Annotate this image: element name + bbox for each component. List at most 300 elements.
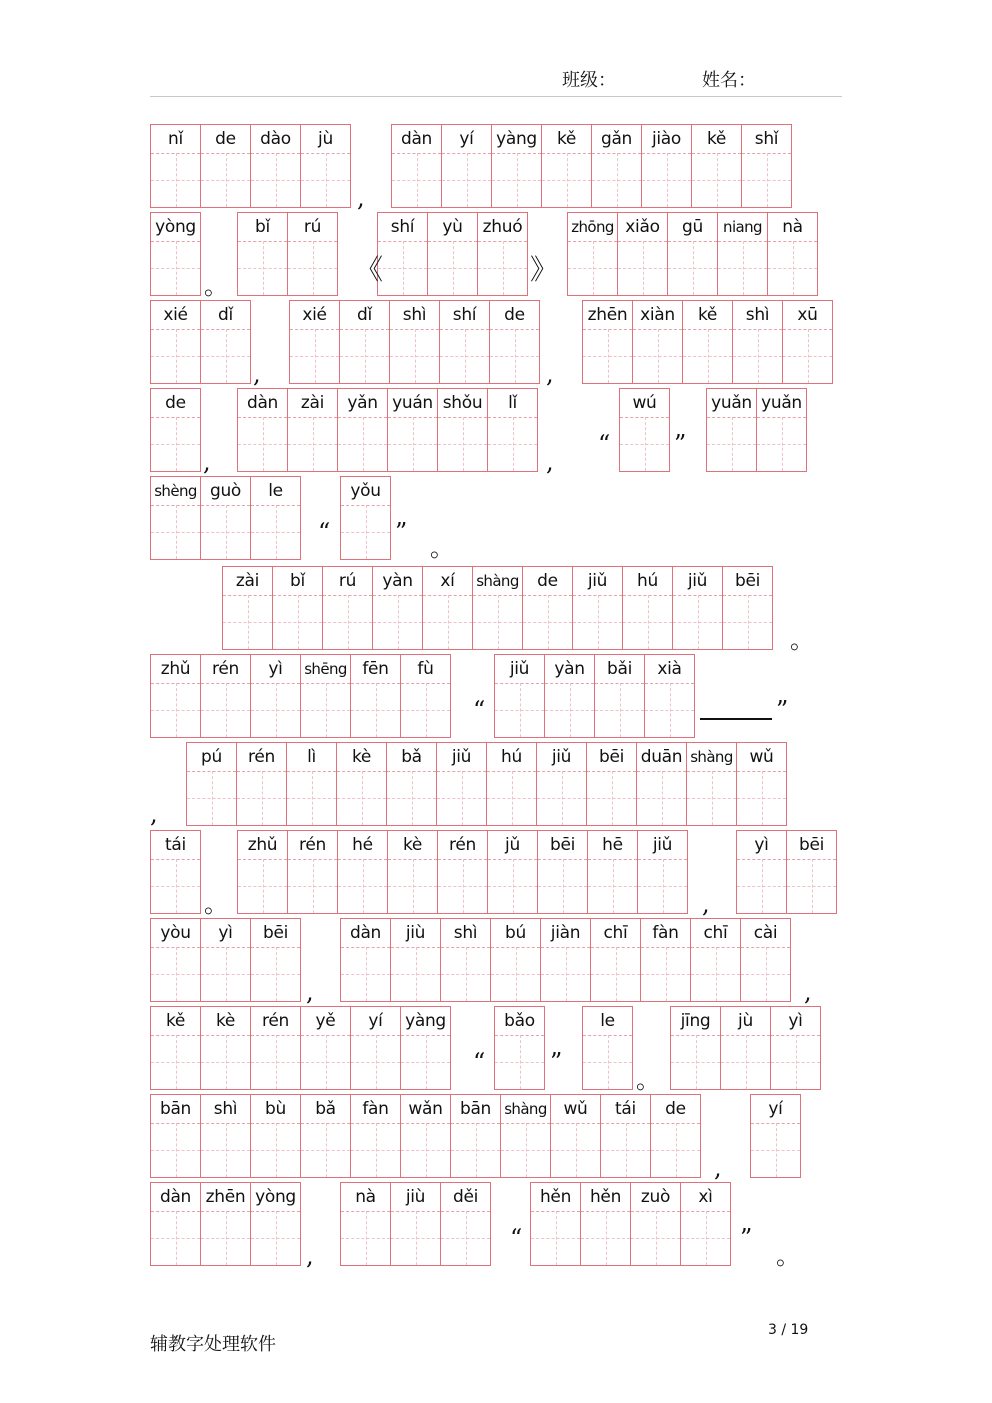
hanzi-writing-area[interactable]	[473, 595, 522, 649]
character-box[interactable]	[390, 1182, 441, 1266]
hanzi-writing-area[interactable]	[337, 771, 386, 825]
hanzi-writing-area[interactable]	[595, 683, 644, 737]
character-box[interactable]	[632, 300, 683, 384]
character-box[interactable]	[200, 300, 251, 384]
character-box[interactable]	[439, 300, 490, 384]
character-box[interactable]	[450, 1094, 501, 1178]
hanzi-writing-area[interactable]	[251, 1035, 300, 1089]
hanzi-writing-area[interactable]	[581, 1211, 630, 1265]
hanzi-writing-area[interactable]	[742, 153, 791, 207]
hanzi-writing-area[interactable]	[687, 771, 736, 825]
hanzi-writing-area[interactable]	[387, 771, 436, 825]
character-box[interactable]	[250, 476, 301, 560]
character-box[interactable]	[287, 830, 338, 914]
character-box[interactable]	[150, 212, 201, 296]
hanzi-writing-area[interactable]	[568, 241, 617, 295]
hanzi-writing-area[interactable]	[201, 505, 250, 559]
character-box[interactable]	[222, 566, 273, 650]
character-box[interactable]	[186, 742, 237, 826]
character-box[interactable]	[337, 388, 388, 472]
character-box[interactable]	[237, 388, 288, 472]
hanzi-writing-area[interactable]	[201, 947, 250, 1001]
hanzi-writing-area[interactable]	[783, 329, 832, 383]
character-box[interactable]	[530, 1182, 581, 1266]
character-box[interactable]	[150, 1182, 201, 1266]
character-box[interactable]	[322, 566, 373, 650]
character-box[interactable]	[272, 566, 323, 650]
character-box[interactable]	[200, 124, 251, 208]
character-box[interactable]	[400, 1006, 451, 1090]
character-box[interactable]	[786, 830, 837, 914]
punctuation-mark: ”	[740, 1224, 753, 1252]
hanzi-writing-area[interactable]	[351, 1123, 400, 1177]
character-box[interactable]	[200, 1094, 251, 1178]
hanzi-writing-area[interactable]	[707, 417, 756, 471]
character-box[interactable]	[237, 212, 288, 296]
hanzi-writing-area[interactable]	[488, 417, 537, 471]
hanzi-writing-area[interactable]	[787, 859, 836, 913]
hanzi-writing-area[interactable]	[251, 1123, 300, 1177]
hanzi-writing-area[interactable]	[401, 683, 450, 737]
hanzi-writing-area[interactable]	[151, 241, 200, 295]
hanzi-writing-area[interactable]	[737, 859, 786, 913]
hanzi-writing-area[interactable]	[692, 153, 741, 207]
hanzi-writing-area[interactable]	[251, 947, 300, 1001]
character-box[interactable]	[437, 830, 488, 914]
hanzi-writing-area[interactable]	[441, 947, 490, 1001]
character-box[interactable]	[336, 742, 387, 826]
hanzi-writing-area[interactable]	[251, 505, 300, 559]
character-box[interactable]	[286, 742, 337, 826]
character-box[interactable]	[250, 1094, 301, 1178]
hanzi-writing-area[interactable]	[620, 417, 669, 471]
character-box[interactable]	[544, 654, 595, 738]
hanzi-writing-area[interactable]	[488, 859, 537, 913]
character-box[interactable]	[741, 124, 792, 208]
punctuation-mark: “	[598, 430, 611, 458]
pinyin-label: wǔ	[737, 743, 786, 772]
hanzi-writing-area[interactable]	[391, 1211, 440, 1265]
character-box[interactable]	[490, 918, 541, 1002]
character-box[interactable]	[200, 1182, 251, 1266]
character-box[interactable]	[422, 566, 473, 650]
hanzi-writing-area[interactable]	[487, 771, 536, 825]
character-box[interactable]	[582, 1006, 633, 1090]
character-box[interactable]	[500, 1094, 551, 1178]
character-box[interactable]	[536, 742, 587, 826]
character-box[interactable]	[641, 124, 692, 208]
character-box[interactable]	[636, 742, 687, 826]
character-box[interactable]	[740, 918, 791, 1002]
character-box[interactable]	[637, 830, 688, 914]
pinyin-label: jù	[721, 1007, 770, 1036]
hanzi-writing-area[interactable]	[583, 329, 632, 383]
hanzi-writing-area[interactable]	[587, 771, 636, 825]
hanzi-writing-area[interactable]	[591, 947, 640, 1001]
hanzi-writing-area[interactable]	[301, 683, 350, 737]
character-box[interactable]	[644, 654, 695, 738]
hanzi-writing-area[interactable]	[378, 241, 427, 295]
hanzi-writing-area[interactable]	[251, 683, 300, 737]
character-box[interactable]	[300, 124, 351, 208]
hanzi-writing-area[interactable]	[338, 859, 387, 913]
character-box[interactable]	[720, 1006, 771, 1090]
hanzi-writing-area[interactable]	[341, 947, 390, 1001]
hanzi-writing-area[interactable]	[151, 417, 200, 471]
character-box[interactable]	[594, 654, 645, 738]
character-box[interactable]	[477, 212, 528, 296]
hanzi-writing-area[interactable]	[545, 683, 594, 737]
hanzi-writing-area[interactable]	[351, 683, 400, 737]
character-box[interactable]	[540, 918, 591, 1002]
character-box[interactable]	[491, 124, 542, 208]
hanzi-writing-area[interactable]	[423, 595, 472, 649]
hanzi-writing-area[interactable]	[151, 1211, 200, 1265]
hanzi-writing-area[interactable]	[588, 859, 637, 913]
pinyin-label: kě	[151, 1007, 200, 1036]
hanzi-writing-area[interactable]	[391, 947, 440, 1001]
hanzi-writing-area[interactable]	[601, 1123, 650, 1177]
character-box[interactable]	[706, 388, 757, 472]
character-box[interactable]	[440, 918, 491, 1002]
hanzi-writing-area[interactable]	[541, 947, 590, 1001]
character-box[interactable]	[550, 1094, 601, 1178]
character-box[interactable]	[537, 830, 588, 914]
hanzi-writing-area[interactable]	[151, 1035, 200, 1089]
hanzi-writing-area[interactable]	[392, 153, 441, 207]
character-box[interactable]	[667, 212, 718, 296]
hanzi-writing-area[interactable]	[495, 683, 544, 737]
character-box[interactable]	[350, 1006, 401, 1090]
hanzi-writing-area[interactable]	[638, 859, 687, 913]
hanzi-writing-area[interactable]	[201, 1123, 250, 1177]
character-box[interactable]	[487, 830, 538, 914]
hanzi-writing-area[interactable]	[671, 1035, 720, 1089]
hanzi-writing-area[interactable]	[583, 1035, 632, 1089]
character-box[interactable]	[250, 918, 301, 1002]
hanzi-writing-area[interactable]	[642, 153, 691, 207]
hanzi-writing-area[interactable]	[771, 1035, 820, 1089]
character-box[interactable]	[300, 1094, 351, 1178]
hanzi-writing-area[interactable]	[718, 241, 767, 295]
character-box[interactable]	[200, 1006, 251, 1090]
hanzi-writing-area[interactable]	[618, 241, 667, 295]
character-box[interactable]	[541, 124, 592, 208]
answer-blank-line[interactable]	[700, 718, 772, 720]
hanzi-writing-area[interactable]	[440, 329, 489, 383]
hanzi-writing-area[interactable]	[288, 417, 337, 471]
hanzi-writing-area[interactable]	[151, 947, 200, 1001]
character-box[interactable]	[472, 566, 523, 650]
hanzi-writing-area[interactable]	[668, 241, 717, 295]
footer-software-name: 辅教字处理软件	[150, 1334, 276, 1355]
hanzi-writing-area[interactable]	[340, 329, 389, 383]
hanzi-writing-area[interactable]	[490, 329, 539, 383]
hanzi-writing-area[interactable]	[623, 595, 672, 649]
hanzi-writing-area[interactable]	[751, 1123, 800, 1177]
hanzi-writing-area[interactable]	[495, 1035, 544, 1089]
hanzi-writing-area[interactable]	[223, 595, 272, 649]
hanzi-writing-area[interactable]	[351, 1035, 400, 1089]
character-box[interactable]	[767, 212, 818, 296]
punctuation-mark: 。	[636, 1066, 660, 1094]
character-box[interactable]	[237, 830, 288, 914]
character-box[interactable]	[390, 918, 441, 1002]
character-box[interactable]	[340, 476, 391, 560]
hanzi-writing-area[interactable]	[551, 1123, 600, 1177]
pinyin-label: jiǔ	[537, 743, 586, 772]
hanzi-writing-area[interactable]	[201, 1211, 250, 1265]
character-box[interactable]	[387, 830, 438, 914]
hanzi-writing-area[interactable]	[641, 947, 690, 1001]
pinyin-label: yàn	[545, 655, 594, 684]
hanzi-writing-area[interactable]	[201, 683, 250, 737]
character-box[interactable]	[289, 300, 340, 384]
character-box[interactable]	[350, 1094, 401, 1178]
character-box[interactable]	[782, 300, 833, 384]
character-box[interactable]	[489, 300, 540, 384]
hanzi-writing-area[interactable]	[737, 771, 786, 825]
character-box[interactable]	[617, 212, 668, 296]
pinyin-label: shì	[201, 1095, 250, 1124]
character-box[interactable]	[750, 1094, 801, 1178]
character-box[interactable]	[250, 654, 301, 738]
character-box[interactable]	[591, 124, 642, 208]
hanzi-writing-area[interactable]	[673, 595, 722, 649]
punctuation-mark: 。	[790, 626, 814, 654]
hanzi-writing-area[interactable]	[251, 1211, 300, 1265]
hanzi-writing-area[interactable]	[438, 859, 487, 913]
character-box[interactable]	[150, 1006, 201, 1090]
character-box[interactable]	[682, 300, 733, 384]
hanzi-writing-area[interactable]	[288, 859, 337, 913]
hanzi-writing-area[interactable]	[542, 153, 591, 207]
hanzi-writing-area[interactable]	[757, 417, 806, 471]
character-box[interactable]	[150, 300, 201, 384]
hanzi-writing-area[interactable]	[683, 329, 732, 383]
character-box[interactable]	[339, 300, 390, 384]
character-box[interactable]	[386, 742, 437, 826]
character-box[interactable]	[389, 300, 440, 384]
hanzi-writing-area[interactable]	[201, 153, 250, 207]
hanzi-writing-area[interactable]	[491, 947, 540, 1001]
character-box[interactable]	[440, 1182, 491, 1266]
hanzi-writing-area[interactable]	[373, 595, 422, 649]
hanzi-writing-area[interactable]	[438, 417, 487, 471]
hanzi-writing-area[interactable]	[631, 1211, 680, 1265]
character-box[interactable]	[287, 212, 338, 296]
character-box[interactable]	[770, 1006, 821, 1090]
character-box[interactable]	[200, 918, 251, 1002]
hanzi-writing-area[interactable]	[651, 1123, 700, 1177]
hanzi-writing-area[interactable]	[768, 241, 817, 295]
hanzi-writing-area[interactable]	[451, 1123, 500, 1177]
character-box[interactable]	[640, 918, 691, 1002]
character-box[interactable]	[250, 1006, 301, 1090]
character-box[interactable]	[487, 388, 538, 472]
character-box[interactable]	[150, 654, 201, 738]
hanzi-writing-area[interactable]	[401, 1123, 450, 1177]
character-box[interactable]	[150, 388, 201, 472]
character-box[interactable]	[300, 1006, 351, 1090]
character-box[interactable]	[686, 742, 737, 826]
character-box[interactable]	[680, 1182, 731, 1266]
hanzi-writing-area[interactable]	[492, 153, 541, 207]
hanzi-writing-area[interactable]	[201, 329, 250, 383]
hanzi-writing-area[interactable]	[637, 771, 686, 825]
character-box[interactable]	[580, 1182, 631, 1266]
pinyin-label: bú	[491, 919, 540, 948]
character-box[interactable]	[377, 212, 428, 296]
character-box[interactable]	[600, 1094, 651, 1178]
character-box[interactable]	[582, 300, 633, 384]
hanzi-writing-area[interactable]	[681, 1211, 730, 1265]
character-box[interactable]	[340, 918, 391, 1002]
hanzi-writing-area[interactable]	[741, 947, 790, 1001]
hanzi-writing-area[interactable]	[301, 1123, 350, 1177]
pinyin-label: zài	[288, 389, 337, 418]
character-box[interactable]	[736, 830, 787, 914]
pinyin-label: kě	[692, 125, 741, 154]
character-box[interactable]	[372, 566, 423, 650]
hanzi-writing-area[interactable]	[341, 505, 390, 559]
character-box[interactable]	[287, 388, 338, 472]
hanzi-writing-area[interactable]	[633, 329, 682, 383]
character-box[interactable]	[736, 742, 787, 826]
hanzi-writing-area[interactable]	[428, 241, 477, 295]
hanzi-writing-area[interactable]	[573, 595, 622, 649]
hanzi-writing-area[interactable]	[478, 241, 527, 295]
character-box[interactable]	[236, 742, 287, 826]
hanzi-writing-area[interactable]	[592, 153, 641, 207]
character-box[interactable]	[387, 388, 438, 472]
hanzi-writing-area[interactable]	[437, 771, 486, 825]
hanzi-writing-area[interactable]	[288, 241, 337, 295]
hanzi-writing-area[interactable]	[401, 1035, 450, 1089]
character-box[interactable]	[619, 388, 670, 472]
character-box[interactable]	[150, 830, 201, 914]
hanzi-writing-area[interactable]	[290, 329, 339, 383]
hanzi-writing-area[interactable]	[537, 771, 586, 825]
hanzi-writing-area[interactable]	[151, 153, 200, 207]
hanzi-writing-area[interactable]	[323, 595, 372, 649]
hanzi-writing-area[interactable]	[538, 859, 587, 913]
hanzi-writing-area[interactable]	[388, 417, 437, 471]
character-box[interactable]	[756, 388, 807, 472]
character-box[interactable]	[587, 830, 638, 914]
hanzi-writing-area[interactable]	[151, 505, 200, 559]
character-box[interactable]	[717, 212, 768, 296]
hanzi-writing-area[interactable]	[645, 683, 694, 737]
character-box[interactable]	[567, 212, 618, 296]
character-box[interactable]	[400, 1094, 451, 1178]
hanzi-writing-area[interactable]	[501, 1123, 550, 1177]
hanzi-writing-area[interactable]	[691, 947, 740, 1001]
character-box[interactable]	[650, 1094, 701, 1178]
character-box[interactable]	[391, 124, 442, 208]
hanzi-writing-area[interactable]	[151, 329, 200, 383]
character-box[interactable]	[436, 742, 487, 826]
hanzi-writing-area[interactable]	[238, 859, 287, 913]
character-box[interactable]	[437, 388, 488, 472]
hanzi-writing-area[interactable]	[238, 417, 287, 471]
hanzi-writing-area[interactable]	[442, 153, 491, 207]
character-box[interactable]	[337, 830, 388, 914]
punctuation-mark: ”	[674, 430, 687, 458]
hanzi-writing-area[interactable]	[341, 1211, 390, 1265]
character-box[interactable]	[340, 1182, 391, 1266]
character-box[interactable]	[150, 476, 201, 560]
character-box[interactable]	[300, 654, 351, 738]
character-box[interactable]	[150, 1094, 201, 1178]
character-box[interactable]	[630, 1182, 681, 1266]
hanzi-writing-area[interactable]	[251, 153, 300, 207]
character-box[interactable]	[690, 918, 741, 1002]
hanzi-writing-area[interactable]	[301, 1035, 350, 1089]
character-box[interactable]	[150, 918, 201, 1002]
hanzi-writing-area[interactable]	[523, 595, 572, 649]
hanzi-writing-area[interactable]	[301, 153, 350, 207]
pinyin-label: jǔ	[488, 831, 537, 860]
character-box[interactable]	[250, 124, 301, 208]
character-box[interactable]	[486, 742, 537, 826]
pinyin-label: xié	[290, 301, 339, 330]
character-box[interactable]	[441, 124, 492, 208]
character-box[interactable]	[590, 918, 641, 1002]
character-box[interactable]	[250, 1182, 301, 1266]
hanzi-writing-area[interactable]	[187, 771, 236, 825]
character-box[interactable]	[672, 566, 723, 650]
character-box[interactable]	[494, 1006, 545, 1090]
character-box[interactable]	[494, 654, 545, 738]
hanzi-writing-area[interactable]	[201, 1035, 250, 1089]
character-box[interactable]	[427, 212, 478, 296]
hanzi-writing-area[interactable]	[273, 595, 322, 649]
character-box[interactable]	[350, 654, 401, 738]
pinyin-label: gǎn	[592, 125, 641, 154]
character-box[interactable]	[622, 566, 673, 650]
hanzi-writing-area[interactable]	[237, 771, 286, 825]
character-box[interactable]	[200, 654, 251, 738]
hanzi-writing-area[interactable]	[390, 329, 439, 383]
character-box[interactable]	[732, 300, 783, 384]
hanzi-writing-area[interactable]	[287, 771, 336, 825]
hanzi-writing-area[interactable]	[151, 859, 200, 913]
character-box[interactable]	[722, 566, 773, 650]
hanzi-writing-area[interactable]	[151, 1123, 200, 1177]
hanzi-writing-area[interactable]	[723, 595, 772, 649]
character-box[interactable]	[200, 476, 251, 560]
character-box[interactable]	[691, 124, 742, 208]
hanzi-writing-area[interactable]	[338, 417, 387, 471]
hanzi-writing-area[interactable]	[721, 1035, 770, 1089]
character-box[interactable]	[150, 124, 201, 208]
hanzi-writing-area[interactable]	[733, 329, 782, 383]
char-box-group	[150, 1006, 450, 1090]
hanzi-writing-area[interactable]	[151, 683, 200, 737]
hanzi-writing-area[interactable]	[388, 859, 437, 913]
character-box[interactable]	[522, 566, 573, 650]
pinyin-label: bēi	[538, 831, 587, 860]
hanzi-writing-area[interactable]	[441, 1211, 490, 1265]
hanzi-writing-area[interactable]	[531, 1211, 580, 1265]
character-box[interactable]	[670, 1006, 721, 1090]
hanzi-writing-area[interactable]	[238, 241, 287, 295]
character-box[interactable]	[586, 742, 637, 826]
pinyin-label: shàng	[501, 1095, 550, 1124]
character-box[interactable]	[572, 566, 623, 650]
character-box[interactable]	[400, 654, 451, 738]
